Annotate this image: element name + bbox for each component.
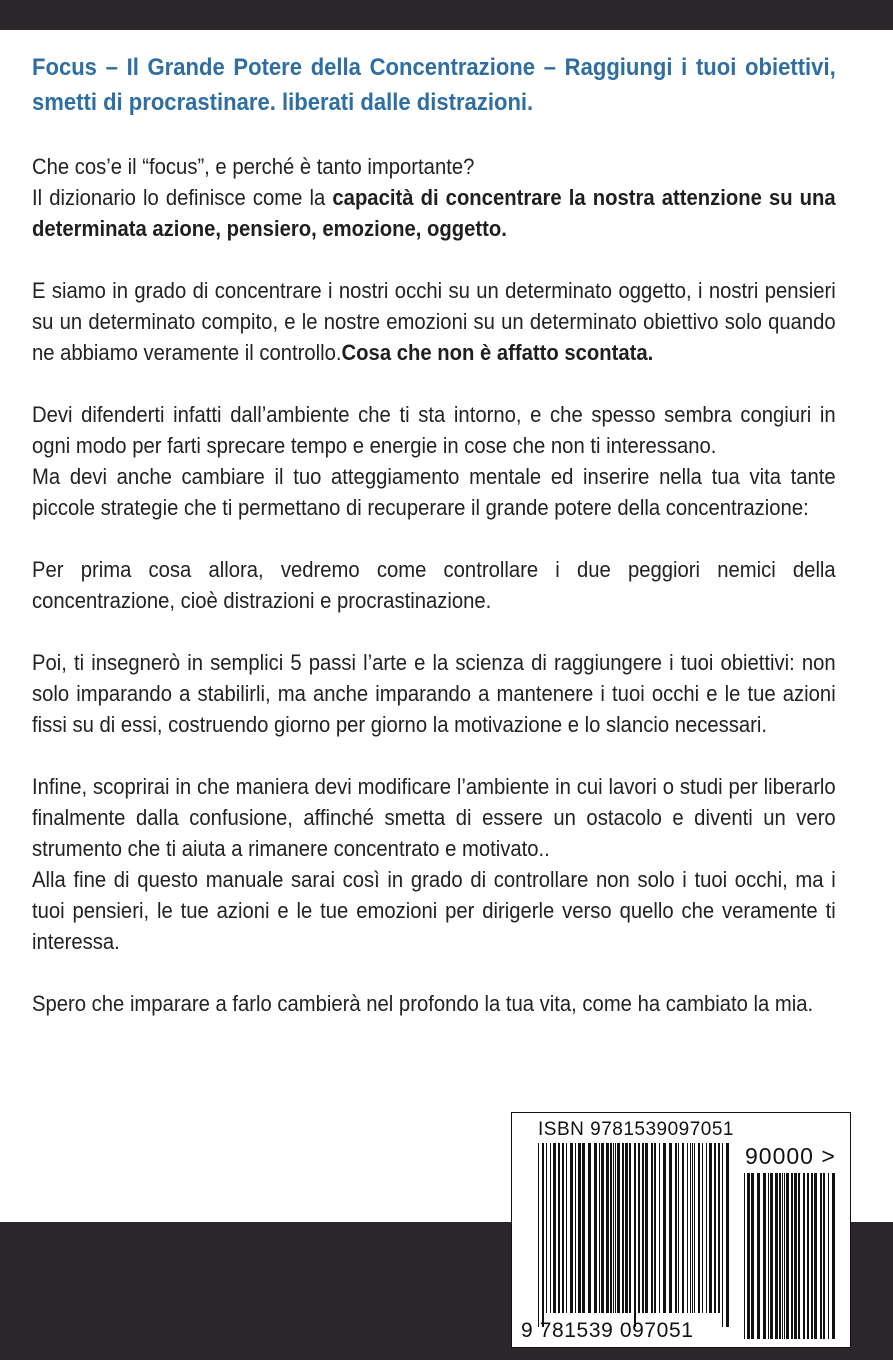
barcode-bar xyxy=(807,1173,809,1339)
barcode-bar xyxy=(786,1173,789,1339)
barcode-bar xyxy=(709,1143,712,1313)
barcode-bar xyxy=(747,1173,750,1339)
barcode-bar xyxy=(690,1143,691,1313)
intro-question: Che cos’e il “focus”, e perché è tanto importante? xyxy=(32,154,475,179)
barcode-bar xyxy=(692,1143,693,1313)
barcode-bar xyxy=(718,1143,720,1313)
barcode-bar xyxy=(566,1143,567,1313)
intro-definition: Il dizionario lo definisce come la xyxy=(32,185,333,210)
barcode-bar xyxy=(763,1173,766,1339)
barcode-bar xyxy=(613,1143,614,1313)
barcode-bar xyxy=(828,1173,829,1339)
barcode-bar xyxy=(678,1143,679,1313)
barcode-bar xyxy=(546,1143,547,1313)
barcode-bar xyxy=(654,1143,656,1313)
paragraph-enemies: Per prima cosa allora, vedremo come controllare i due peggiori nemici della concentrazione, cioè distrazioni e procrastinazione. xyxy=(32,557,836,613)
barcode-bar xyxy=(814,1173,817,1339)
barcode-bar xyxy=(642,1143,644,1313)
barcode-bar xyxy=(694,1143,695,1313)
barcode-bar xyxy=(722,1143,723,1327)
barcode-bars-graphic xyxy=(512,1113,849,1347)
barcode-bar xyxy=(791,1173,793,1339)
barcode-bar xyxy=(757,1173,760,1339)
barcode-bar xyxy=(634,1143,636,1327)
back-cover-content xyxy=(32,50,836,1019)
barcode-bar xyxy=(770,1173,773,1339)
book-title: Focus – Il Grande Potere della Concentrazione – Raggiungi i tuoi obiettivi, smetti di procrastinare. liberati dalle distrazioni. xyxy=(32,54,836,116)
barcode-bar xyxy=(682,1143,684,1313)
barcode-bar xyxy=(588,1143,591,1313)
barcode-bar xyxy=(782,1173,783,1339)
paragraph-environment-change xyxy=(32,771,836,957)
barcode-bar xyxy=(675,1143,677,1313)
isbn-barcode xyxy=(511,1112,851,1348)
barcode-bar xyxy=(638,1143,640,1313)
barcode-bar xyxy=(553,1143,556,1313)
barcode-bar xyxy=(606,1143,609,1313)
barcode-bar xyxy=(645,1143,648,1313)
barcode-bar xyxy=(798,1173,800,1339)
barcode-bar xyxy=(751,1173,754,1339)
barcode-bar xyxy=(622,1143,624,1313)
barcode-bar xyxy=(558,1143,560,1313)
barcode-bar xyxy=(625,1143,628,1313)
manual-outcome-text: Alla fine di questo manuale sarai così in grado di controllare non solo i tuoi occhi, ma i tuoi pensieri, le tue azioni e le tue emozioni per dirigerle verso quello che veramente ti interessa. xyxy=(32,867,836,954)
barcode-bar xyxy=(570,1143,573,1313)
intro-definition-bold: capacità di concentrare la nostra attenzione su una determinata azione, pensiero, emozione, oggetto. xyxy=(32,185,836,241)
barcode-bar xyxy=(726,1143,729,1327)
paragraph-environment xyxy=(32,399,836,523)
top-dark-band xyxy=(0,0,893,30)
barcode-bar xyxy=(832,1173,835,1339)
barcode-bar xyxy=(820,1173,822,1339)
barcode-bar xyxy=(698,1143,700,1313)
paragraph-steps: Poi, ti insegnerò in semplici 5 passi l’arte e la scienza di raggiungere i tuoi obiettivi: non solo imparando a stabilirli, ma anche imparando a mantenere i tuoi occhi e le tue azioni fissi su di essi, costruendo giorno per giorno la motivazione e lo slancio necessari. xyxy=(32,650,836,737)
barcode-bar xyxy=(599,1143,600,1313)
paragraph-closing: Spero che imparare a farlo cambierà nel profondo la tua vita, come ha cambiato la mia. xyxy=(32,991,814,1016)
barcode-bar xyxy=(706,1143,707,1313)
control-bold: Cosa che non è affatto scontata. xyxy=(341,340,654,365)
barcode-bar xyxy=(601,1143,604,1313)
main-barcode-bars xyxy=(538,1143,729,1327)
barcode-bar xyxy=(811,1173,813,1339)
barcode-bar xyxy=(779,1173,781,1339)
barcode-bar xyxy=(578,1143,581,1313)
barcode-bar xyxy=(714,1143,716,1313)
barcode-bar xyxy=(538,1143,539,1327)
barcode-bar xyxy=(687,1143,688,1313)
barcode-bar xyxy=(562,1143,564,1313)
paragraph-control xyxy=(32,275,836,368)
barcode-bar xyxy=(823,1173,825,1339)
barcode-bar xyxy=(784,1173,785,1339)
barcode-bar xyxy=(702,1143,703,1313)
barcode-bar xyxy=(575,1143,576,1313)
barcode-bar xyxy=(651,1143,653,1313)
mindset-text: Ma devi anche cambiare il tuo atteggiamento mentale ed inserire nella tua vita tante piccole strategie che ti permettano di recuperare il grande potere della concentrazione: xyxy=(32,464,836,520)
barcode-bar xyxy=(610,1143,612,1313)
environment-text: Devi difenderti infatti dall’ambiente che ti sta intorno, e che spesso sembra congiuri in ogni modo per farti sprecare tempo e energie in cose che non ti interessano. xyxy=(32,402,836,458)
paragraph-intro xyxy=(32,151,836,244)
price-code: 90000 > xyxy=(745,1143,836,1169)
barcode-bar xyxy=(669,1143,672,1313)
barcode-bar xyxy=(617,1143,620,1313)
barcode-bar xyxy=(594,1143,597,1313)
barcode-bar xyxy=(550,1143,551,1313)
control-text: E siamo in grado di concentrare i nostri occhi su un determinato oggetto, i nostri pensieri su un determinato compito, e le nostre emozioni su un determinato obiettivo solo quando ne abbiamo veramente il controllo. xyxy=(32,278,836,365)
barcode-bar xyxy=(803,1173,805,1339)
barcode-bar xyxy=(542,1143,544,1327)
barcode-bar xyxy=(629,1143,631,1313)
barcode-bar xyxy=(582,1143,585,1313)
barcode-bar xyxy=(663,1143,666,1313)
barcode-bar xyxy=(659,1143,660,1313)
environment-change-text: Infine, scoprirai in che maniera devi modificare l’ambiente in cui lavori o studi per liberarlo finalmente dalla confusione, affinché smetta di essere un ostacolo e diventi un vero strumento che ti aiuta a rimanere concentrato e motivato.. xyxy=(32,774,836,861)
description-body xyxy=(32,151,836,1019)
addon-barcode-bars xyxy=(744,1173,835,1339)
barcode-bar xyxy=(615,1143,616,1313)
barcode-bar xyxy=(775,1173,778,1339)
barcode-bar xyxy=(744,1173,745,1339)
barcode-bar xyxy=(768,1173,769,1339)
isbn-label: ISBN 9781539097051 xyxy=(538,1119,734,1140)
isbn-digits: 9 781539 097051 xyxy=(521,1319,694,1342)
barcode-bar xyxy=(794,1173,797,1339)
